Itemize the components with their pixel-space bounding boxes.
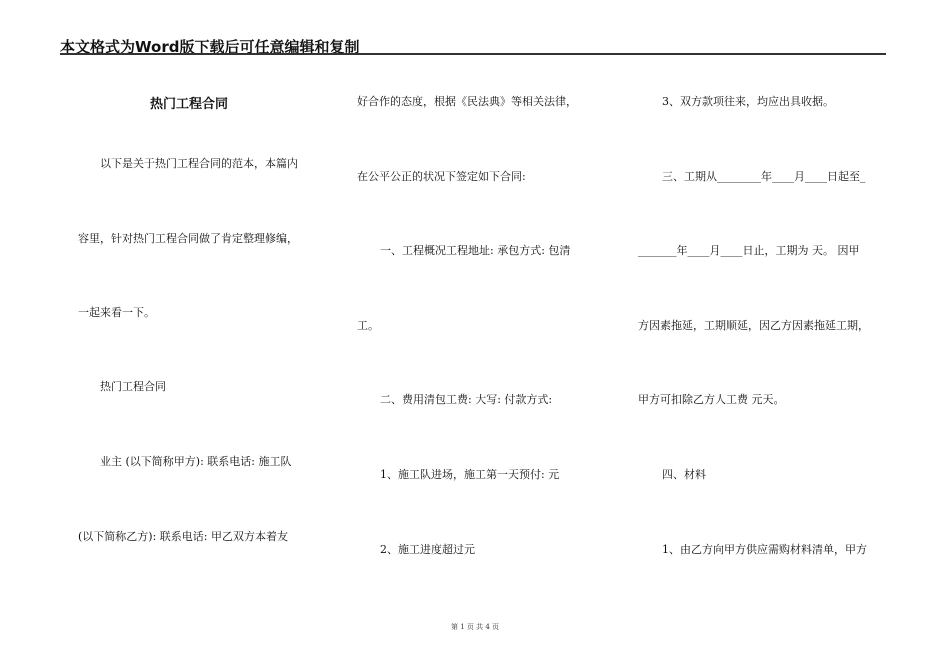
- page-number: 第 1 页 共 4 页: [450, 623, 500, 631]
- col2-line-6: 1、施工队进场，施工第一天预付: 元: [380, 468, 560, 481]
- document-title: 热门工程合同: [150, 97, 229, 112]
- col3-line-5: 甲方可扣除乙方人工费 元天。: [638, 393, 785, 406]
- col3-line-2: 三、工期从________年____月____日起至_: [662, 170, 866, 183]
- col2-line-7: 2、施工进度超过元: [380, 543, 475, 556]
- col2-line-4: 工。: [357, 319, 379, 332]
- col2-line-3: 一、工程概况工程地址: 承包方式: 包清: [380, 244, 571, 257]
- document-header-title: 本文格式为Word版下载后可任意编辑和复制: [60, 38, 360, 56]
- col2-line-2: 在公平公正的状况下签定如下合同:: [357, 170, 526, 183]
- col3-line-6: 四、材料: [662, 468, 706, 481]
- col1-line-1: 以下是关于热门工程合同的范本，本篇内: [100, 157, 298, 170]
- col3-line-3: _______年____月____日止，工期为 天。 因甲: [638, 244, 860, 257]
- col1-line-3: 一起来看一下。: [78, 306, 155, 319]
- col3-line-4: 方因素拖延，工期顺延，因乙方因素拖延工期，: [638, 319, 869, 332]
- col1-line-4: 热门工程合同: [100, 380, 166, 393]
- header-divider: [60, 53, 886, 55]
- col3-line-7: 1、由乙方向甲方供应需购材料清单，甲方: [662, 543, 867, 556]
- col1-line-5: 业主 (以下简称甲方): 联系电话: 施工队: [100, 455, 292, 468]
- col1-line-6: (以下简称乙方): 联系电话: 甲乙双方本着友: [78, 530, 288, 543]
- col3-line-1: 3、双方款项往来，均应出具收据。: [662, 95, 834, 108]
- col2-line-5: 二、费用清包工费: 大写: 付款方式:: [380, 393, 553, 406]
- col1-line-2: 容里，针对热门工程合同做了肯定整理修编，: [78, 232, 298, 245]
- col2-line-1: 好合作的态度，根据《民法典》等相关法律，: [357, 95, 577, 108]
